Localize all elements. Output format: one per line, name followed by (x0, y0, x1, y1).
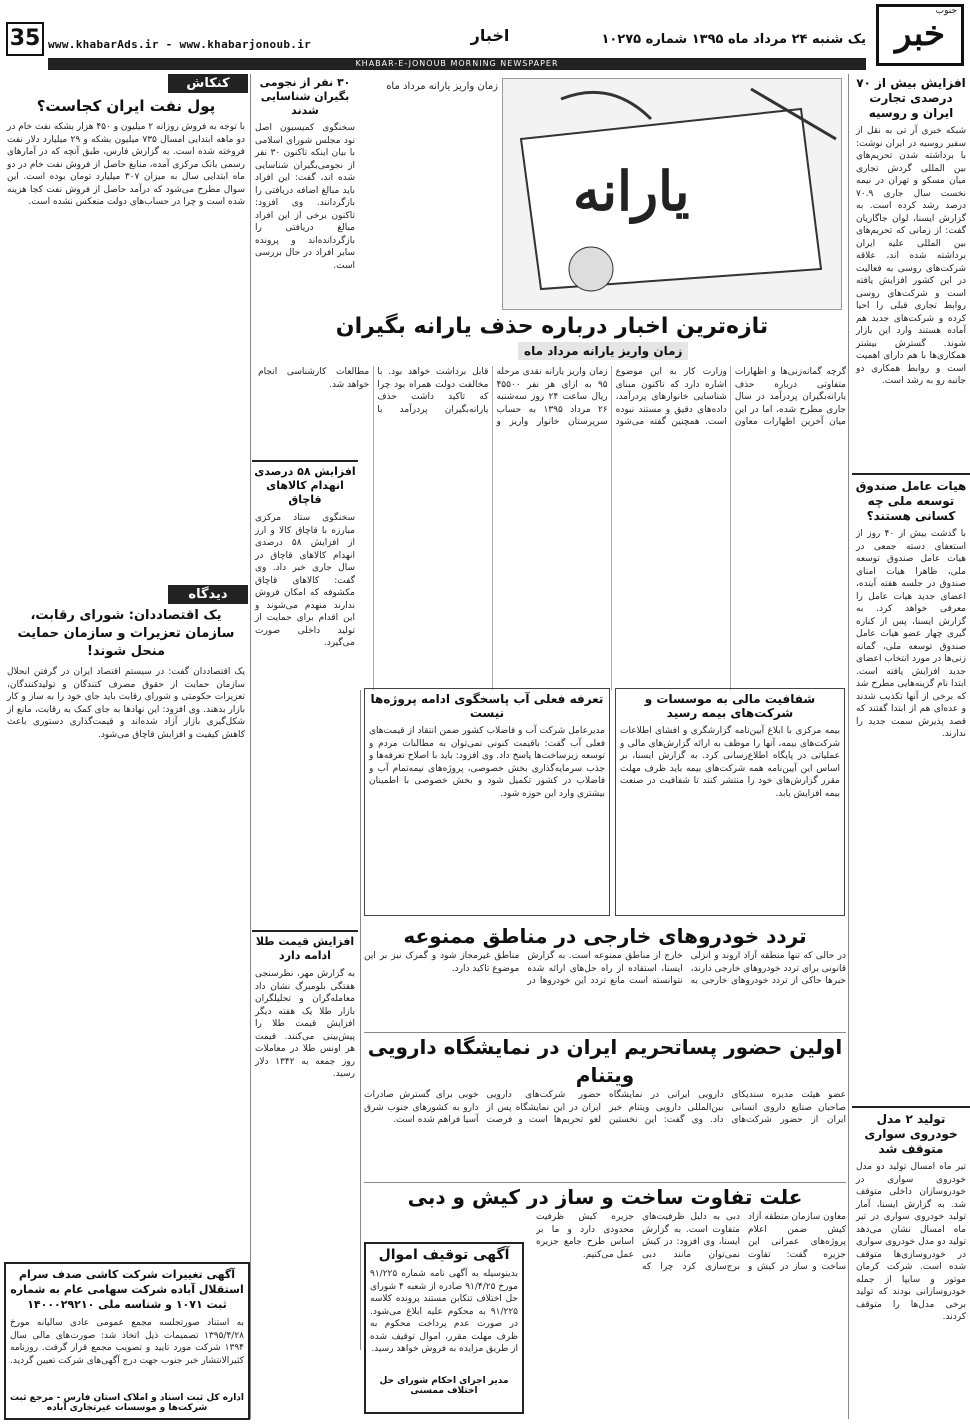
masthead (0, 0, 970, 72)
story-body: به گزارش مهر، نظرسنجی هفتگی بلومبرگ نشان داد معامله‌گران و تحلیلگران بازار طلا یک هفته دیگر افزایش قیمت طلا را پیش‌بینی می‌کنند. قیمت هر اونس طلا در معاملات روز جمعه به ۱۳۴۲ دلار رسید. (255, 969, 355, 1079)
notice-title: آگهی تغییرات شرکت کاشی صدف سرام استقلال آباده شرکت سهامی عام به شماره ثبت ۱۰۷۱ و شناسه ملی ۱۴۰۰۰۲۹۲۱۰ (10, 1268, 244, 1311)
column-three (252, 74, 358, 1419)
notice-signature: مدیر اجرای احکام شورای حل اختلاف ممسنی (379, 1376, 509, 1396)
story-headline: اولین حضور پساتحریم ایران در نمایشگاه دارویی ویتنام (367, 1035, 843, 1087)
story-title: افزایش بیش از ۷۰ درصدی تجارت ایران و روسیه (856, 76, 966, 120)
foreign-cars-story (364, 922, 846, 1030)
section-label: کنکاش (168, 74, 248, 93)
cartoon-caption: یارانه (573, 159, 690, 223)
story-headline: تردد خودروهای خارجی در مناطق ممنوعه (403, 924, 807, 948)
section-name: اخبار (470, 26, 510, 45)
logo-text: خبر (894, 14, 946, 54)
column-divider (360, 690, 361, 1350)
story-title: پول نفت ایران کجاست؟ (36, 97, 216, 115)
right-column (852, 74, 970, 1419)
notice-body: بدینوسیله به آگهی نامه شماره ۹۱/۲۲۵ مورخ ۹۱/۴/۲۵ صادره از شعبه ۴ شورای حل اختلاف تنکابن مستند پرونده کلاسه ۹۱/۲۲۵ به محکوم علیه ابلاغ می‌شود. در صورت عدم پرداخت محکوم به ظرف مهلت مقرر، اموال توقیف شده از طریق مزایده به فروش خواهد رسید. (370, 1269, 518, 1354)
notice-title: آگهی توقیف اموال (378, 1247, 510, 1263)
story-title: افزایش قیمت طلا ادامه دارد (252, 930, 358, 966)
box-title: شفافیت مالی به موسسات و شرکت‌های بیمه رسید (644, 692, 816, 720)
newspaper-logo (876, 4, 964, 66)
water-tariff-box (364, 688, 610, 916)
story-body: شبکه خبری آر تی به نقل از سفیر روسیه در ایران نوشت: با برداشته شدن تحریم‌های بین المللی گردش تجاری میان مسکو و تهران در نیمه نخست سال جاری ۷۰.۹ درصد رشد کرده است. به گزارش ایسنا، لوان جاگاریان گفت: از زمانی که تحریم‌های بین المللی علیه ایران برداشته شده اند، علاقه شرکت‌های روسی به فعالیت در این کشور افزایش یافته است و شرکت‌های روسی روابط تجاری قبلی را احیا کرده و شرکت‌های جدید هم آماده هستند وارد این بازار شوند. گسترش بیشتر همکاری‌ها با هم دارای اهمیت است و روابط همکاری دو جانبه رو به رشد است. (856, 126, 966, 386)
note-body: زمان واریز یارانه مرداد ماه (386, 81, 498, 92)
box-body: بیمه مرکزی با ابلاغ آیین‌نامه گزارشگری و افشای اطلاعات شرکت‌های بیمه، آنها را موظف به ارائه گزارش‌های مالی و عملیاتی در پایگاه اطلاع‌رسانی کرد. به گزارش ایسنا، بر اساس این آیین‌نامه همه شرکت‌های بیمه باید ظرف مهلت مقرر گزارش‌های خود را منتشر کنند تا شفافیت در صنعت بیمه افزایش یابد. (620, 726, 840, 799)
box-title: تعرفه فعلی آب پاسخگوی ادامه پروژه‌ها نیست (370, 692, 604, 720)
story-title: تولید ۲ مدل خودروی سواری متوقف شد (852, 1106, 970, 1159)
notice-signature: اداره کل ثبت اسناد و املاک استان فارس - مرجع ثبت شرکت‌ها و موسسات غیرتجاری آباده (9, 1393, 245, 1413)
story-body: سخنگوی ستاد مرکزی مبارزه با قاچاق کالا و ارز از افزایش ۵۸ درصدی انهدام کالاهای قاچاق در سال جاری خبر داد. وی گفت: کالاهای قاچاق مکشوفه که امکان فروش ندارند منهدم می‌شوند و این اقدام برای حمایت از تولید داخلی صورت می‌گیرد. (255, 513, 355, 648)
masthead-bar: KHABAR-E-JONOUB MORNING NEWSPAPER (48, 58, 866, 70)
story-title: یک اقتصاددان: شورای رقابت، سازمان تعزیرات و سازمان حمایت منحل شوند! (17, 608, 235, 659)
page-number: 35 (6, 22, 44, 56)
column-divider (250, 74, 251, 1419)
story-body: گرچه گمانه‌زنی‌ها و اظهارات متفاوتی درباره حذف یارانه‌بگیران پردرآمد در سال جاری مطرح شده، اما در این میان آخرین اظهارات معاون وزارت کار به این موضوع اشاره دارد که تاکنون مبنای شناسایی خانوارهای پردرآمد، داده‌های دقیق و مستند نبوده است. همچنین گفته می‌شود زمان واریز یارانه نقدی مرحله ۹۵ به ازای هر نفر ۴۵۵۰۰ ریال ساعت ۲۴ روز سه‌شنبه ۲۶ مرداد ۱۳۹۵ به حساب سرپرستان خانوار واریز و قابل برداشت خواهد بود. با مخالفت دولت همراه بود چرا که تاکید داشت حذف یارانه‌بگیران پردرآمد با مطالعات کارشناسی انجام خواهد شد. (258, 367, 846, 427)
column-four (4, 74, 248, 1419)
story-body: یک اقتصاددان گفت: در سیستم اقتصاد ایران در گرفتن انحلال سازمان حمایت از حقوق مصرف کنندگان و تولیدکنندگان، تعزیرات حکومتی و شورای رقابت باید جای خود را به ساز و کار بازار بدهند. وی افزود: این نهادها به جای کمک به رقابت، مانع از شکل‌گیری بازار آزاد شده‌اند و قیمت‌گذاری دستوری باعث کاهش کیفیت و افزایش قاچاق می‌شود. (7, 667, 245, 740)
story-body: تیر ماه امسال تولید دو مدل خودروی سواری در خودروسازان داخلی متوقف شد. به گزارش ایسنا، آمار تولید خودروی سواری در تیر ماه امسال نشان می‌دهد تولید دو مدل خودروی سواری در خودروسازی‌ها متوقف شده است. شرکت کرمان موتور و سایپا از جمله خودروسازانی بودند که تولید برخی مدل‌ها را متوقف کردند. (856, 1162, 966, 1322)
notice-body: به استناد صورتجلسه مجمع عمومی عادی سالیانه مورخ ۱۳۹۵/۴/۲۸ تصمیمات ذیل اتخاذ شد: صورت‌های مالی سال ۱۳۹۴ شرکت مورد تایید و تصویب مجمع قرار گرفت. روزنامه کثیرالانتشار خبر جنوب جهت درج آگهی‌های شرکت تعیین گردید. (10, 1318, 244, 1366)
story-title: افزایش ۵۸ درصدی انهدام کالاهای قاچاق (252, 460, 358, 510)
issue-line: یک شنبه ۲۴ مرداد ماه ۱۳۹۵ شماره ۱۰۲۷۵ (601, 32, 866, 47)
story-body: با گذشت بیش از ۴۰ روز از استعفای دسته جمعی در هیات عامل صندوق توسعه ملی، ظاهرا هیات امنای صندوق در جلسه هفته آینده، اعضای جدید هیات عامل را معرفی خواهد کرد. به گزارش ایسنا، پس از کناره گیری چهار عضو هیات عامل صندوق توسعه ملی، گمانه زنی‌ها در مورد انتخاب اعضای جدید افزایش یافته است. ابتدا نام گزینه‌هایی مطرح شد که برخی از آنها تکذیب شدند و عده‌ای هم از ابتدا گفتند که قصد پذیرش سمت جدید را ندارند. (856, 529, 966, 739)
website-links[interactable]: www.khabarAds.ir - www.khabarjonoub.ir (48, 38, 312, 51)
story-body: معاون سازمان منطقه آزاد کیش ضمن اعلام پروژه‌های عمرانی این جزیره گفت: تفاوت ساخت و ساز در کیش و دبی به دلیل ظرفیت‌های متفاوت است. به گزارش ایسنا، وی افزود: در کیش نمی‌توان مانند دبی برج‌سازی کرد چرا که جزیره کیش ظرفیت محدودی دارد و ما بر اساس طرح جامع جزیره عمل می‌کنیم. (536, 1212, 846, 1272)
box-body: مدیرعامل شرکت آب و فاضلاب کشور ضمن انتقاد از قیمت‌های فعلی آب گفت: باقیمت کنونی نمی‌توان به مطالبات مردم و توسعه زیرساخت‌ها پاسخ داد. وی افزود: باید با اصلاح تعرفه‌ها و جذب سرمایه‌گذاری بخش خصوصی، پروژه‌های نیمه‌تمام آب و فاضلاب در کشور تکمیل شود و بخش خصوصی با اطمینان بیشتری وارد این حوزه شود. (369, 726, 605, 799)
story-headline: تازه‌ترین اخبار درباره حذف یارانه بگیران (335, 314, 769, 339)
story-body: در حالی که تنها منطقه آزاد اروند و انزلی قانونی برای تردد خودروهای خارجی دارند، خبرها حاکی از تردد خودروهای خارجی به خارج از مناطق ممنوعه است. به گزارش ایسنا، استفاده از راه حل‌های ارائه شده نتوانسته است مانع تردد این خودروها در مناطق غیرمجاز شود و گمرک نیز بر این موضوع تاکید دارد. (364, 951, 846, 986)
insurance-box (615, 688, 845, 916)
story-headline: علت تفاوت ساخت و ساز در کیش و دبی (407, 1185, 803, 1209)
company-notice-box (4, 1262, 250, 1420)
story-body: سخنگوی کمیسیون اصل نود مجلس شورای اسلامی با بیان اینکه تاکنون ۳۰ نفر از نجومی‌بگیران شناسایی شده اند، گفت: این افراد باید مبالغ اضافه دریافتی را بازگردانند. وی افزود: تاکنون برخی از این افراد مبالغ دریافتی را بازگردانده‌اند و پرونده سایر افراد در حال بررسی است. (255, 123, 355, 271)
cartoon-illustration (502, 78, 842, 310)
story-title: هیات عامل صندوق توسعه ملی چه کسانی هستند؟ (852, 473, 970, 526)
section-label: دیدگاه (168, 585, 248, 604)
story-title: ۳۰ نفر از نجومی بگیران شناسایی شدند (259, 76, 351, 117)
story-body: با توجه به فروش روزانه ۲ میلیون و ۴۵۰ هزار بشکه نفت خام در دو ماهه ابتدایی امسال ۷۳۵ میلیون بشکه و ۲۹ میلیارد دلار نفت فروخته شده است. به گزارش فارس، طبق آنچه که در آمارهای رسمی بانک مرکزی آمده، منابع حاصل از فروش نفت خام در دو ماه ابتدایی سال به میزان ۳۰۷ میلیارد تومان بوده است. این سوال مطرح می‌شود که درآمد حاصل از فروش نفت کجا هزینه شده است و چرا در حساب‌های دولت منعکس نشده است. (6, 122, 246, 207)
legal-notice-box (364, 1242, 524, 1414)
column-divider (848, 74, 849, 1419)
story-subhead: زمان واریز یارانه مرداد ماه (518, 342, 688, 360)
logo-sub: جنوب (935, 6, 957, 16)
story-body: عضو هیئت مدیره سندیکای صاحبان صنایع داروی انسانی ایران از حضور شرکت‌های دارویی ایرانی در نمایشگاه بین‌المللی دارویی ویتنام خبر داد. وی گفت: این نخستین حضور شرکت‌های دارویی ایران در این نمایشگاه پس از لغو تحریم‌ها است و فرصت خوبی برای گسترش صادرات دارو به کشورهای جنوب شرق آسیا فراهم شده است. (364, 1090, 846, 1125)
subsidy-deposit-note (362, 80, 498, 310)
